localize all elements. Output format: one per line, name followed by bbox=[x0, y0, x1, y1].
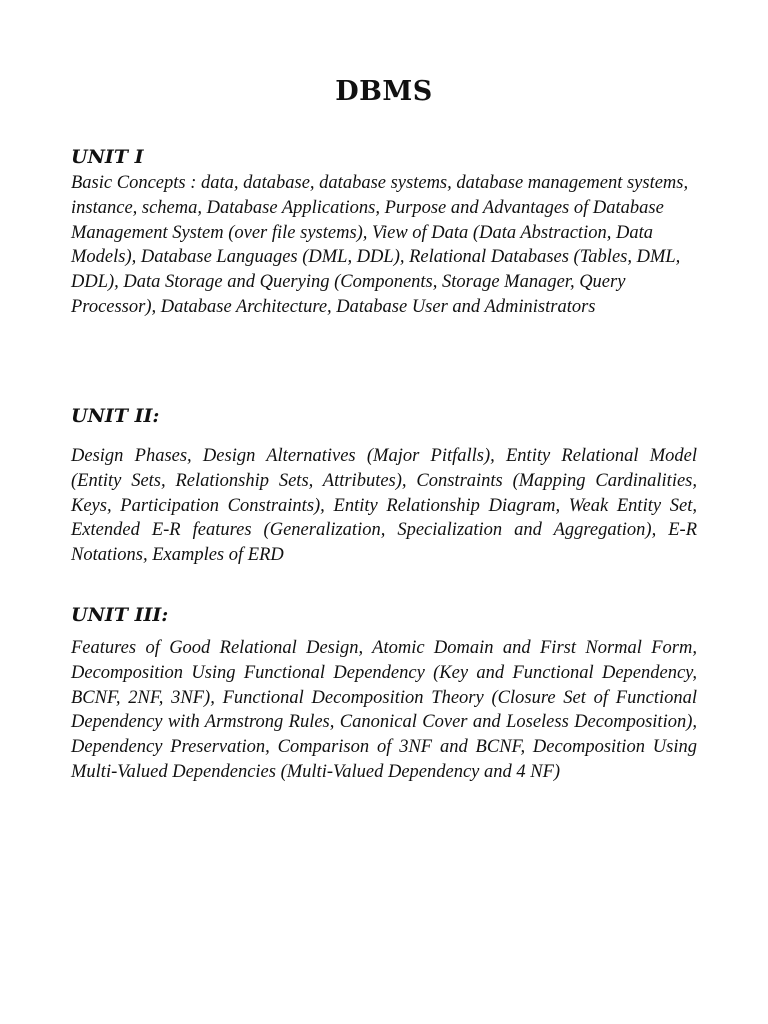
unit-1-heading: UNIT I bbox=[71, 146, 144, 168]
unit-1-section bbox=[71, 145, 697, 320]
unit-2-heading: UNIT II: bbox=[71, 405, 160, 427]
unit-1-body: Basic Concepts : data, database, database systems, database management systems, instance, schema, Database Applications, Purpose and Advantages of Database Management System (over file systems), View of Data (Data Abstraction, Data Models), Database Languages (DML, DDL), Relational Databases (Tables, DML, DDL), Data Storage and Querying (Components, Storage Manager, Query Processor), Database Architecture, Database User and Administrators bbox=[71, 173, 689, 317]
unit-3-section bbox=[71, 603, 697, 785]
unit-2-section bbox=[71, 404, 697, 568]
unit-2-body: Design Phases, Design Alternatives (Major Pitfalls), Entity Relational Model (Entity Sets, Relationship Sets, Attributes), Constraints (Mapping Cardinalities, Keys, Participation Constraints), Entity Relationship Diagram, Weak Entity Set, Extended E-R features (Generalization, Specialization and Aggregation), E-R Notations, Examples of ERD bbox=[71, 446, 697, 566]
unit-3-body: Features of Good Relational Design, Atomic Domain and First Normal Form, Decomposition Using Functional Dependency (Key and Functional Dependency, BCNF, 2NF, 3NF), Functional Decomposition Theory (Closure Set of Functional Dependency with Armstrong Rules, Canonical Cover and Loseless Decomposition), Dependency Preservation, Comparison of 3NF and BCNF, Decomposition Using Multi-Valued Dependencies (Multi-Valued Dependency and 4 NF) bbox=[71, 638, 697, 782]
unit-3-heading: UNIT III: bbox=[71, 604, 169, 626]
document-title: DBMS bbox=[335, 76, 433, 107]
